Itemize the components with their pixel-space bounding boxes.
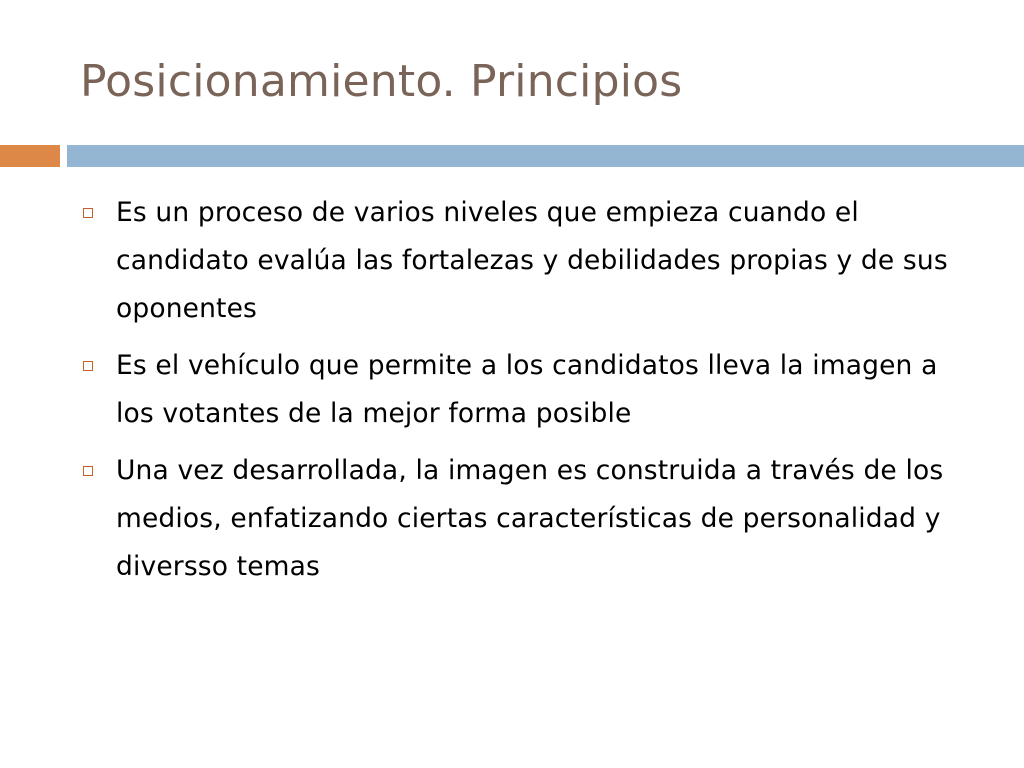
bullet-list	[82, 189, 982, 600]
hollow-square-bullet-icon	[83, 466, 93, 476]
bullet-item	[82, 447, 982, 591]
title-divider-accent-blue	[67, 145, 1024, 167]
bullet-item	[82, 342, 982, 438]
bullet-text: Es un proceso de varios niveles que empieza cuando el candidato evalúa las fortalezas y debilidades propias y de sus oponentes	[116, 197, 948, 324]
bullet-item	[82, 189, 982, 333]
hollow-square-bullet-icon	[83, 208, 93, 218]
slide-title: Posicionamiento. Principios	[80, 56, 683, 107]
title-divider-accent-orange	[0, 145, 60, 167]
hollow-square-bullet-icon	[83, 361, 93, 371]
bullet-text: Es el vehículo que permite a los candidatos lleva la imagen a los votantes de la mejor forma posible	[116, 350, 938, 429]
bullet-text: Una vez desarrollada, la imagen es construida a través de los medios, enfatizando ciertas características de personalidad y diversso temas	[116, 455, 944, 582]
